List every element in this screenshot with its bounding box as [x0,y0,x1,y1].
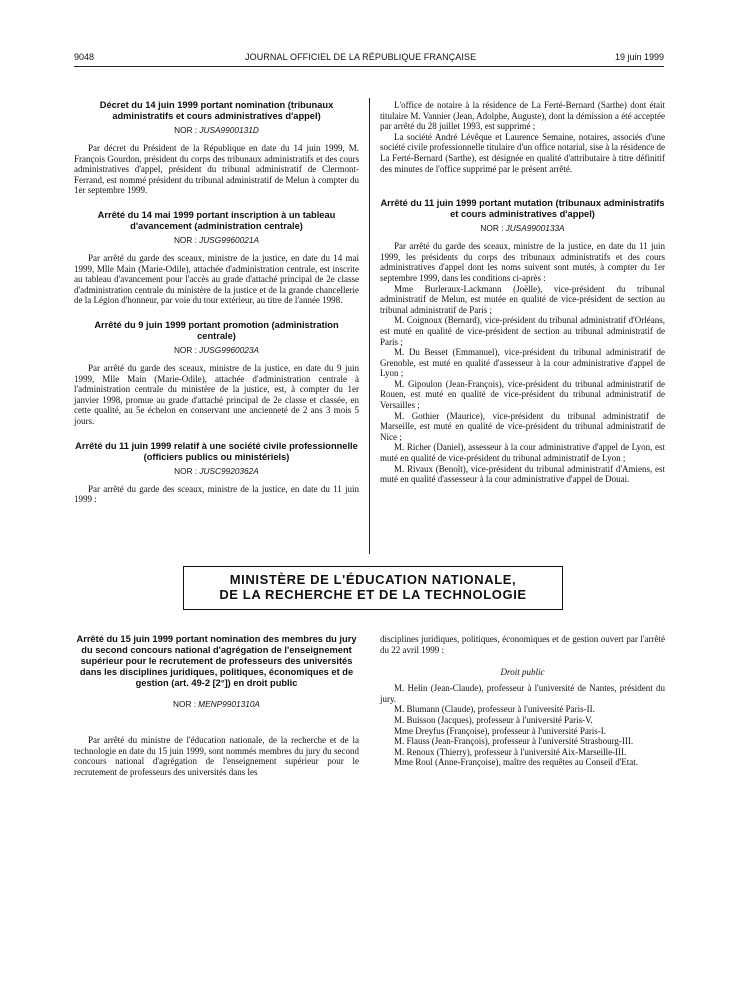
article-title: Arrêté du 9 juin 1999 portant promotion (administration centrale) [94,319,339,341]
jury-member: M. Blumann (Claude), professeur à l'université Paris-II. [394,704,595,715]
mutation-entry: M. Richer (Daniel), assesseur à la cour administrative d'appel de Lyon, est muté en qualité de vice-président du tribunal administratif de Lyon ; [380,442,665,464]
nor-code: JUSA9900133A [505,223,565,234]
continuation-paragraph: disciplines juridiques, politiques, économiques et de gestion ouvert par l'arrêté du 22 avril 1999 : [380,634,665,655]
article-arrete-societe-civile [74,441,359,505]
jury-member: Mme Dreyfus (Françoise), professeur à l'université Paris-I. [394,725,607,736]
article-paragraph: Par arrêté du garde des sceaux, ministre de la justice, en date du 11 juin 1999 : [74,483,359,505]
nor-reference [74,466,359,476]
mutation-entry: M. Gothier (Maurice), vice-président du tribunal administratif de Marseille, est muté en qualité de vice-président du tribunal administratif de Nice ; [380,410,665,442]
article-title: Arrêté du 11 juin 1999 portant mutation (tribunaux administratifs et cours administratives d'appel) [380,198,665,220]
jury-member: Mme Roul (Anne-Françoise), maître des requêtes au Conseil d'Etat. [394,757,639,768]
nor-reference [74,235,359,245]
nor-label: NOR : [480,223,504,234]
article-arrete-promotion [74,320,359,427]
article-title: Décret du 14 juin 1999 portant nomination (tribunaux administratifs et cours administratives d'appel) [99,100,334,121]
article-paragraph: Par arrêté du garde des sceaux, ministre de la justice, en date du 11 juin 1999, les présidents du corps des tribunaux administratifs et des cours administratives d'appel dont les noms suivent sont mutés, à compter du 1er septembre 1999, dans les conditions ci-après : [380,241,665,283]
ministry-banner [183,566,563,610]
ministry-line-2: DE LA RECHERCHE ET DE LA TECHNOLOGIE [219,587,527,602]
mutation-entry: M. Gipoulon (Jean-François), vice-président du tribunal administratif de Rouen, est muté en qualité de vice-président du tribunal administratif de Versailles ; [380,378,665,411]
jury-member: M. Renoux (Thierry), professeur à l'université Aix-Marseille-III. [394,746,627,757]
page-number: 9048 [74,52,95,62]
jury-member: M. Flauss (Jean-François), professeur à l'université Strasbourg-III. [394,736,634,747]
nor-code: MENP9901310A [198,699,260,709]
mutation-entry: M. Rivaux (Benoît), vice-président du tribunal administratif d'Amiens, est muté en qualité d'assesseur à la cour administrative d'appel de Douai. [380,463,665,485]
article-title: Arrêté du 11 juin 1999 relatif à une société civile professionnelle (officiers publics ou ministériels) [75,440,358,462]
article-decret-nomination [74,100,359,196]
nor-reference [74,125,359,135]
nor-reference [380,223,665,233]
journal-title: JOURNAL OFFICIEL DE LA RÉPUBLIQUE FRANÇAISE [245,52,477,62]
jury-member: M. Buisson (Jacques), professeur à l'université Paris-V. [394,714,593,725]
article-title: Arrêté du 14 mai 1999 portant inscription à un tableau d'avancement (administration centrale) [97,209,336,231]
continuation-paragraph: L'office de notaire à la résidence de La Ferté-Bernard (Sarthe) dont était titulaire M. Vannier (Jean, Adolphe, Auguste), dont la démission a été acceptée par arrêté du 28 juillet 1993, est supprimé ; [380,100,665,132]
article-arrete-mutation [380,198,665,485]
nor-label: NOR : [174,125,198,135]
column-divider [369,98,370,554]
nor-code: JUSC9920362A [199,465,259,476]
ministry-line-1: MINISTÈRE DE L'ÉDUCATION NATIONALE, [229,572,517,587]
mutation-entry: M. Du Besset (Emmanuel), vice-président du tribunal administratif de Grenoble, est muté en qualité d'assesseur à la cour administrative d'appel de Lyon ; [380,347,665,379]
nor-label: NOR : [173,344,197,355]
nor-code: JUSG9960021A [199,234,260,245]
article-paragraph: Par arrêté du garde des sceaux, ministre de la justice, en date du 14 mai 1999, Mlle Main (Marie-Odile), attachée d'administration centrale, est inscrite au tableau d'avancement pour l'accès au grade d'attaché principal de 2e classe d'administration centrale du ministère de la justice et de la grande chancellerie de la Légion d'honneur, par voie du tour extérieur, au titre de l'année 1998. [74,252,359,306]
article-paragraph: Par arrêté du garde des sceaux, ministre de la justice, en date du 9 juin 1999, Mlle Main (Marie-Odile), attachée d'administration centrale à l'administration centrale du ministère de la justice, est, à compter du 1er janvier 1998, promue au grade d'attaché principal de 2e classe et classée, en cette qualité, au 5e échelon en conservant une ancienneté de 2 ans 3 mois 5 jours. [74,362,359,426]
section-subheading: Droit public [500,667,545,678]
nor-reference [74,699,359,709]
mutation-entry: Mme Burleraux-Lackmann (Joëlle), vice-président du tribunal administratif de Melun, est mutée en qualité de vice-président de section au tribunal administratif de Paris ; [380,283,665,315]
page-header [74,52,664,66]
nor-code: JUSA9900131D [199,125,259,135]
left-column [74,100,359,505]
article-arrete-inscription [74,210,359,306]
article-paragraph: Par arrêté du ministre de l'éducation nationale, de la recherche et de la technologie en date du 15 juin 1999, sont nommés membres du jury du second concours national d'agrégation de l'enseignement supérieur pour le recrutement de professeurs des universités dans les [74,735,359,777]
nor-label: NOR : [173,699,197,709]
nor-label: NOR : [173,234,197,245]
issue-date: 19 juin 1999 [614,52,664,62]
continuation-paragraph: La société André Lévêque et Laurence Semaine, notaires, associés d'une société civile professionnelle titulaire d'un office notarial, sise à la résidence de La Ferté-Bernard (Sarthe), est désignée en qualité d'attributaire à titre définitif des minutes de l'office supprimé par le présent arrêté. [380,131,665,174]
right-column [380,100,665,485]
article-paragraph: Par décret du Président de la République en date du 14 juin 1999, M. François Gourdon, président du corps des tribunaux administratifs et des cours administratives d'appel, président du tribunal administratif de Clermont-Ferrand, est nommé président du tribunal administratif de Melun à compter du 1er septembre 1999. [74,143,359,196]
bottom-left-column [74,634,359,777]
mutation-entry: M. Coignoux (Bernard), vice-président du tribunal administratif d'Orléans, est muté en qualité de vice-président de section au tribunal administratif de Paris ; [380,315,665,347]
jury-member: M. Helin (Jean-Claude), professeur à l'université de Nantes, président du jury. [380,683,665,704]
article-title: Arrêté du 15 juin 1999 portant nomination des membres du jury du second concours national d'agrégation de l'enseignement supérieur pour le recrutement de professeurs des universités dans les disciplines juridiques, politiques, économiques et de gestion (art. 49-2 [2°]) en droit public [76,634,357,688]
bottom-right-column [380,634,665,768]
nor-reference [74,345,359,355]
header-rule [74,66,664,67]
nor-label: NOR : [174,465,198,476]
nor-code: JUSG9960023A [199,344,260,355]
